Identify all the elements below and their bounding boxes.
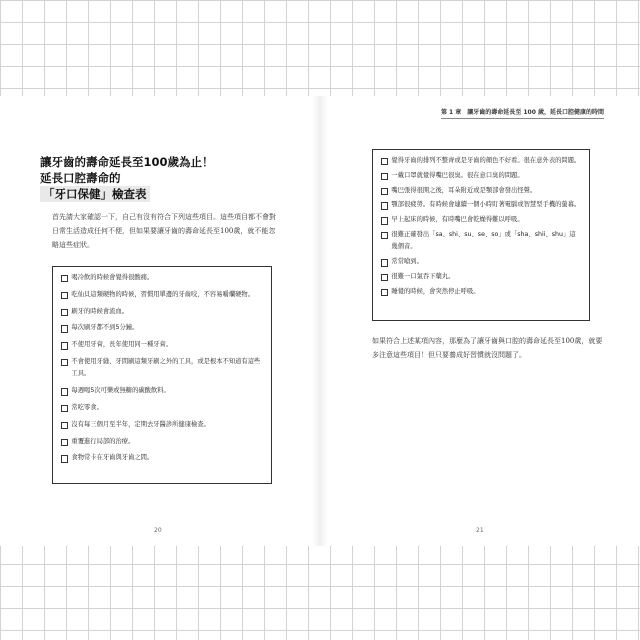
checkbox-icon [61, 455, 68, 462]
checklist-item-text: 沒有每三個月至半年，定期去牙醫診所健康檢查。 [71, 420, 210, 428]
checklist-item [381, 256, 581, 268]
checklist-item [61, 272, 263, 284]
checkbox-icon [381, 188, 388, 195]
checklist-item-text: 覺得牙齒的排列不整齊或是牙齒的顏色不好看。很在意外表的問題。 [391, 157, 581, 164]
checklist-item-text: 一戴口罩就覺得嘴巴很臭。很在意口臭的問題。 [391, 171, 524, 179]
checklist-item-text: 早上起床的時候，有時嘴巴會乾燥得難以呼吸。 [391, 216, 524, 224]
page-number-right: 21 [476, 527, 484, 534]
checklist-item [61, 306, 263, 318]
checklist-item-text: 吃仙貝這類硬物的時候，習慣用單邊的牙齒咬，不容易嚼爛硬物。 [71, 290, 254, 298]
checkbox-icon [381, 259, 388, 266]
checkbox-icon [61, 325, 68, 332]
checkbox-icon [61, 342, 68, 349]
checklist-box-right [372, 149, 590, 321]
checkbox-icon [61, 422, 68, 429]
summary-paragraph: 如果符合上述某項內容，那麼為了讓牙齒與口腔的壽命延長至100歲，就要多注意這些項目！但只要養成好習慣就沒問題了。 [372, 337, 603, 359]
checklist-item [381, 286, 581, 298]
book-spread [0, 96, 640, 546]
checklist-item [61, 436, 263, 448]
title-highlight: 「牙口保健」檢查表 [40, 186, 150, 202]
checklist-item [381, 229, 581, 254]
checkbox-icon [381, 173, 388, 180]
checklist-item [61, 356, 263, 381]
checklist-item-text: 不使用牙膏，長年使用同一種牙膏。 [71, 341, 173, 349]
checklist-item-text: 每週喝5次可樂或無糖的碳酸飲料。 [71, 387, 170, 395]
checklist-item-text: 睡覺的時候，會突然停止呼吸。 [391, 287, 480, 295]
checklist-item [61, 339, 263, 351]
checklist-item [61, 452, 263, 464]
checkbox-icon [61, 309, 68, 316]
checklist-item [381, 271, 581, 283]
title-line-1: 讓牙齒的壽命延長至100歲為止！ [40, 155, 214, 169]
checklist-item-text: 刷牙的時候會流血。 [71, 307, 129, 315]
checkbox-icon [61, 359, 68, 366]
checklist-item-text: 喝冷飲的時候會覺得很酸痛。 [71, 274, 154, 281]
page-title [40, 154, 290, 202]
checklist-item [381, 199, 581, 211]
checklist-item [381, 170, 581, 182]
title-line-2: 延長口腔壽命的 [40, 171, 121, 185]
checkbox-icon [381, 158, 388, 165]
running-head: 第 1 章 讓牙齒的壽命延長至 100 歲，延長口腔健康的時間 [441, 107, 604, 119]
intro-paragraph: 首先請大家確認一下，自己有沒有符合下列這些項目。這些項目都不會對日常生活造成任何不便，但如果要讓牙齒的壽命延長至100歲，就不能忽略這些症狀。 [52, 213, 276, 249]
checklist-item-text: 很難一口氣吞下藥丸。 [391, 272, 455, 280]
checklist-item-text: 不會使用牙縫、牙間刷這類牙刷之外的工具，或是根本不知道有這些工具。 [71, 357, 261, 378]
checklist-item [61, 322, 263, 334]
checkbox-icon [61, 292, 68, 299]
checklist-item-text: 重覆進行局部的治療。 [71, 437, 135, 445]
checklist-item [381, 214, 581, 226]
checklist-item-text: 常常嗆到。 [391, 258, 423, 266]
checklist-item-text: 顎部很疲勞。有時候會連續一個小時盯著電腦或智慧型手機的螢幕。 [391, 201, 581, 209]
checkbox-icon [381, 217, 388, 224]
checklist-item-text: 很難正確發出「sa、shi、su、se、so」或「sha、shii、shu」這幾個音。 [391, 230, 576, 251]
checklist-item [61, 402, 263, 414]
checklist-box-left [52, 266, 272, 484]
checklist-item-text: 食物常卡在牙齒與牙齒之間。 [71, 454, 154, 462]
checkbox-icon [381, 202, 388, 209]
checklist-item [381, 155, 581, 167]
checklist-item [61, 385, 263, 397]
checklist-item [61, 419, 263, 431]
page-number-left: 20 [154, 527, 162, 534]
checkbox-icon [381, 289, 388, 296]
checklist-item [381, 185, 581, 197]
checklist-item-text: 常吃零食。 [71, 403, 103, 411]
checklist-item-text: 每次刷牙都不到5分鐘。 [71, 324, 139, 332]
checkbox-icon [61, 275, 68, 282]
checkbox-icon [61, 439, 68, 446]
checkbox-icon [381, 232, 388, 239]
checkbox-icon [61, 388, 68, 395]
checklist-item [61, 289, 263, 301]
checklist-item-text: 嘴巴張得很開之後，耳朵附近或是顎部會發出怪聲。 [391, 186, 537, 194]
checkbox-icon [61, 405, 68, 412]
checkbox-icon [381, 274, 388, 281]
left-page [0, 96, 320, 546]
